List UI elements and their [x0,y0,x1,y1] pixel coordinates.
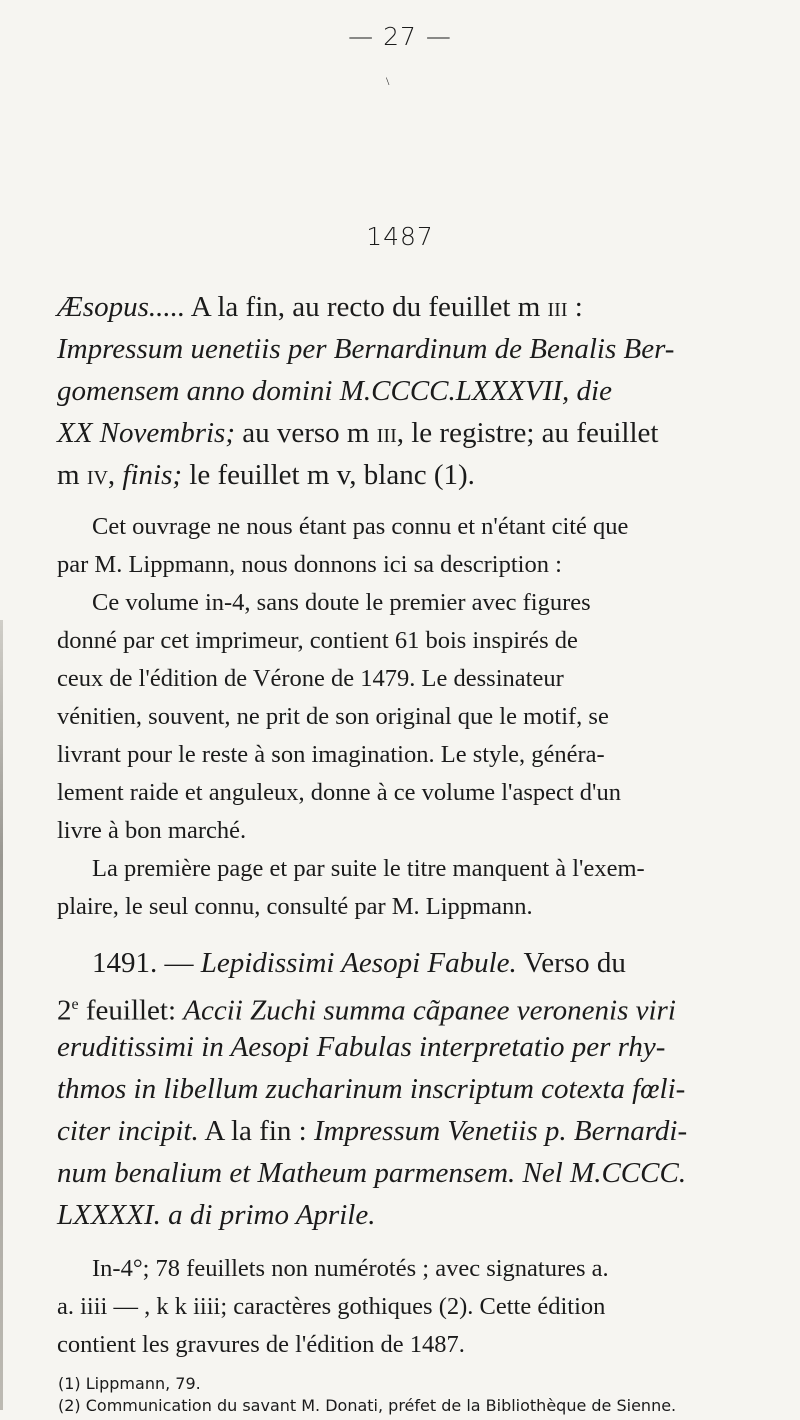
entry2-line-3: eruditissimi in Aesopi Fabulas interpretatio per rhy- [57,1031,666,1063]
entry1-paragraph-line: ceux de l'édition de Vérone de 1479. Le dessinateur [57,665,564,692]
print-mark: \ [386,74,390,88]
entry2-title: Lepidissimi Aesopi Fabule. [200,947,517,979]
footnote-2: (2) Communication du savant M. Donati, préfet de la Bibliothèque de Sienne. [58,1396,677,1415]
entry1-paragraph-line: lement raide et anguleux, donne à ce volume l'aspect d'un [57,779,621,806]
entry1-paragraph-line: Cet ouvrage ne nous étant pas connu et n'étant cité que [92,513,629,540]
entry1-paragraph-line: plaire, le seul connu, consulté par M. Lippmann. [57,893,533,920]
entry2-paragraph-line: contient les gravures de l'édition de 1487. [57,1331,465,1358]
entry1-paragraph-line: La première page et par suite le titre manquent à l'exem- [92,855,645,882]
entry2-paragraph-line: a. iiii — , k k iiii; caractères gothiques (2). Cette édition [57,1293,606,1320]
entry-year-heading: 1487 [366,222,434,251]
entry1-line-1: Æsopus..... A la fin, au recto du feuillet m iii : [57,291,583,323]
entry1-paragraph-line: donné par cet imprimeur, contient 61 bois inspirés de [57,627,578,654]
entry1-paragraph-line: par M. Lippmann, nous donnons ici sa description : [57,551,562,578]
page-number: — 27 — [348,22,452,51]
entry1-line-4: XX Novembris; au verso m iii, le registre; au feuillet [57,417,659,449]
entry1-line-5: m iv, finis; le feuillet m v, blanc (1). [57,459,475,491]
entry1-title: Æsopus..... [57,291,186,323]
entry1-line-2: Impressum uenetiis per Bernardinum de Benalis Ber- [57,333,675,365]
entry1-paragraph-line: Ce volume in-4, sans doute le premier avec figures [92,589,591,616]
footnote-1: (1) Lippmann, 79. [58,1374,201,1393]
entry2-line-1: 1491. — Lepidissimi Aesopi Fabule. Verso du [92,947,626,979]
page-edge-shadow [0,620,3,1410]
entry1-paragraph-line: livrant pour le reste à son imagination. Le style, généra- [57,741,605,768]
entry1-paragraph-line: vénitien, souvent, ne prit de son original que le motif, se [57,703,609,730]
entry2-paragraph-line: In-4°; 78 feuillets non numérotés ; avec signatures a. [92,1255,609,1282]
entry2-line-4: thmos in libellum zucharinum inscriptum cotexta fœli- [57,1073,686,1105]
entry2-line-6: num benalium et Matheum parmensem. Nel M.CCCC. [57,1157,687,1189]
entry2-line-5: citer incipit. A la fin : Impressum Venetiis p. Bernardi- [57,1115,688,1147]
entry2-line-2: 2e feuillet: Accii Zuchi summa cãpanee veronenis viri [57,994,676,1027]
entry2-line-7: LXXXXI. a di primo Aprile. [57,1199,376,1231]
entry1-paragraph-line: livre à bon marché. [57,817,247,844]
entry1-line-3: gomensem anno domini M.CCCC.LXXXVII, die [57,375,612,407]
